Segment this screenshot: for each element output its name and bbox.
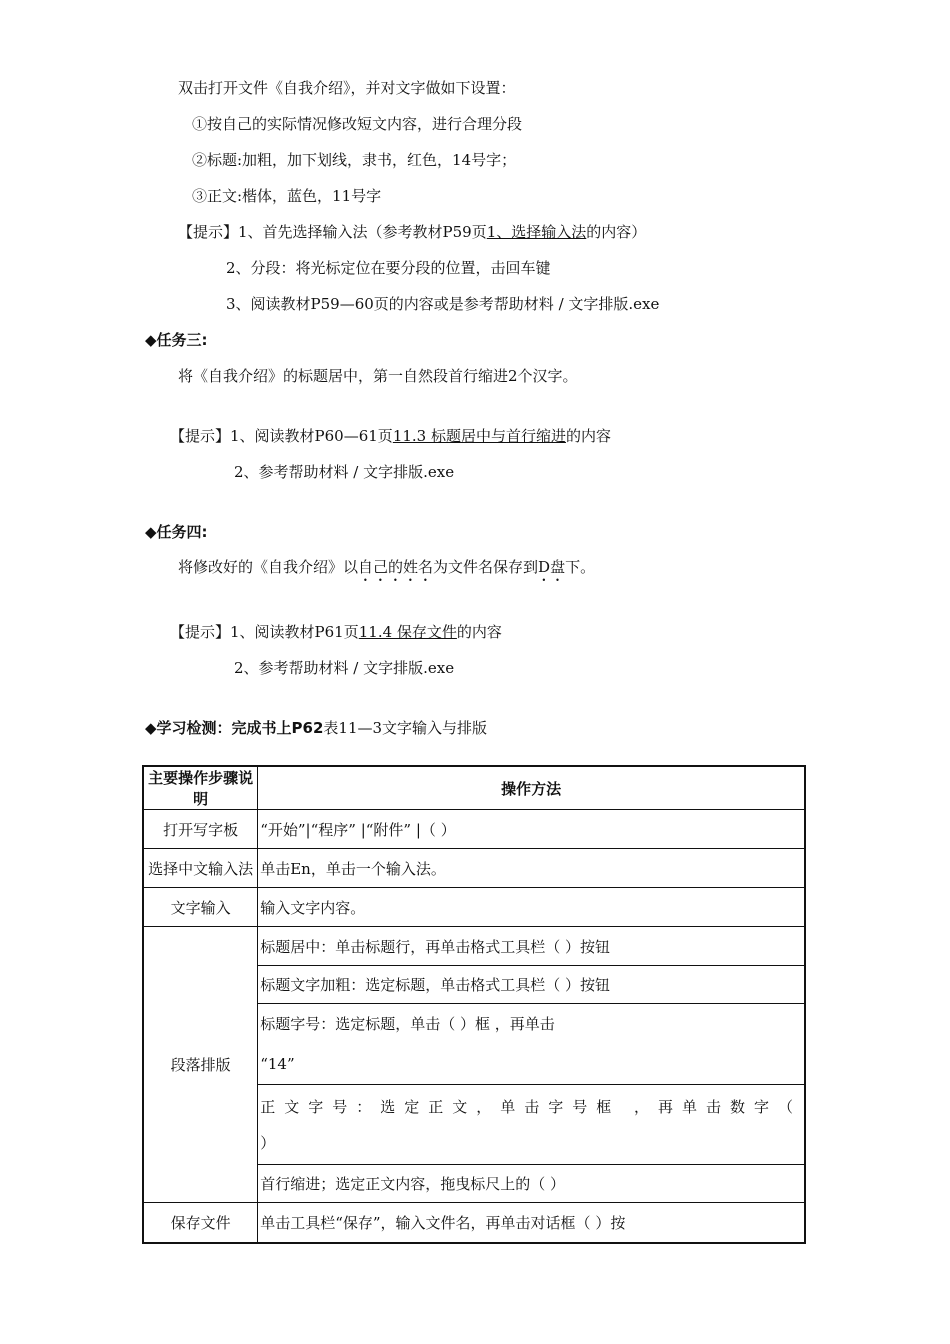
row-method-indent: 首行缩进；选定正文内容，拖曳标尺上的（ ） (258, 1165, 805, 1203)
intro-item-2: ②标题:加粗，加下划线，隶书，红色，14号字； (192, 151, 517, 169)
hint1-line-2: 2、分段：将光标定位在要分段的位置，击回车键 (226, 259, 551, 277)
hint1-link: 1、选择输入法 (486, 223, 587, 241)
task4-body-text-end: 下。 (565, 558, 596, 576)
task4-heading: ◆任务四: (145, 523, 208, 541)
hint1-text-end: 的内容） (586, 223, 647, 241)
task4-hint-text-end: 的内容 (456, 623, 502, 641)
row-method-ime: 单击En，单击一个输入法。 (258, 849, 805, 888)
check-heading (145, 718, 487, 738)
row-method-input: 输入文字内容。 (258, 888, 805, 927)
row-method-open: “开始”|“程序” |“附件” |（ ） (258, 810, 805, 849)
task4-emphasis-name: 自己的姓名 (358, 558, 434, 576)
check-heading-rest: 表11—3文字输入与排版 (323, 719, 488, 737)
task4-hint-link: 11.4 保存文件 (358, 623, 457, 641)
table-row (143, 1203, 805, 1243)
table-row (143, 888, 805, 927)
hint1-line-3: 3、阅读教材P59—60页的内容或是参考帮助材料 / 文字排版.exe (226, 295, 660, 313)
table-row (143, 849, 805, 888)
task3-hint-link: 11.3 标题居中与首行缩进 (392, 427, 566, 445)
task4-body (178, 557, 595, 585)
body-size-line-2: ） (260, 1133, 276, 1152)
table-header-row (143, 766, 805, 810)
row-step-open: 打开写字板 (143, 810, 258, 849)
hint1-line-1 (178, 222, 646, 242)
operation-table (142, 765, 806, 1244)
row-method-center: 标题居中：单击标题行，再单击格式工具栏（ ）按钮 (258, 927, 805, 966)
intro-item-1: ①按自己的实际情况修改短文内容，进行合理分段 (192, 115, 523, 133)
task3-body: 将《自我介绍》的标题居中，第一自然段首行缩进2个汉字。 (178, 367, 578, 385)
table-row (143, 927, 805, 966)
table-row (143, 810, 805, 849)
intro-line: 双击打开文件《自我介绍》，并对文字做如下设置： (178, 79, 516, 97)
row-step-ime: 选择中文输入法 (143, 849, 258, 888)
row-step-input: 文字输入 (143, 888, 258, 927)
task4-hint-1 (170, 622, 502, 642)
task3-heading: ◆任务三: (145, 331, 208, 349)
header-methods: 操作方法 (258, 766, 805, 810)
task3-hint-2: 2、参考帮助材料 / 文字排版.exe (234, 463, 455, 481)
title-size-line-1: 标题字号：选定标题，单击（ ）框 ，再单击 (260, 1015, 555, 1033)
row-step-save: 保存文件 (143, 1203, 258, 1243)
task3-hint-text-end: 的内容 (565, 427, 611, 445)
title-size-line-2: “14” (260, 1055, 295, 1073)
task4-hint-2: 2、参考帮助材料 / 文字排版.exe (234, 659, 455, 677)
task4-hint-text: 【提示】1、阅读教材P61页 (170, 623, 359, 641)
task3-hint-1 (170, 426, 611, 446)
row-step-paragraph: 段落排版 (143, 927, 258, 1203)
task4-body-text-mid: 为文件名保存到 (433, 558, 539, 576)
row-method-title-size (258, 1004, 805, 1085)
hint1-text: 【提示】1、首先选择输入法（参考教材P59页 (178, 223, 487, 241)
intro-item-3: ③正文:楷体，蓝色，11号字 (192, 187, 382, 205)
row-method-save: 单击工具栏“保存”，输入文件名，再单击对话框（ ）按 (258, 1203, 805, 1243)
header-steps: 主要操作步骤说明 (143, 766, 258, 810)
task4-body-text: 将修改好的《自我介绍》以 (178, 558, 359, 576)
row-method-body-size (258, 1085, 805, 1165)
row-method-bold: 标题文字加粗：选定标题，单击格式工具栏（ ）按钮 (258, 966, 805, 1004)
task3-hint-text: 【提示】1、阅读教材P60—61页 (170, 427, 393, 445)
check-heading-bold: ◆学习检测：完成书上P62 (145, 719, 324, 737)
body-size-line-1: 正文字号：选定正文，单击字号框 ，再单击数字（ (260, 1097, 802, 1116)
task4-emphasis-drive: D盘 (538, 558, 566, 576)
